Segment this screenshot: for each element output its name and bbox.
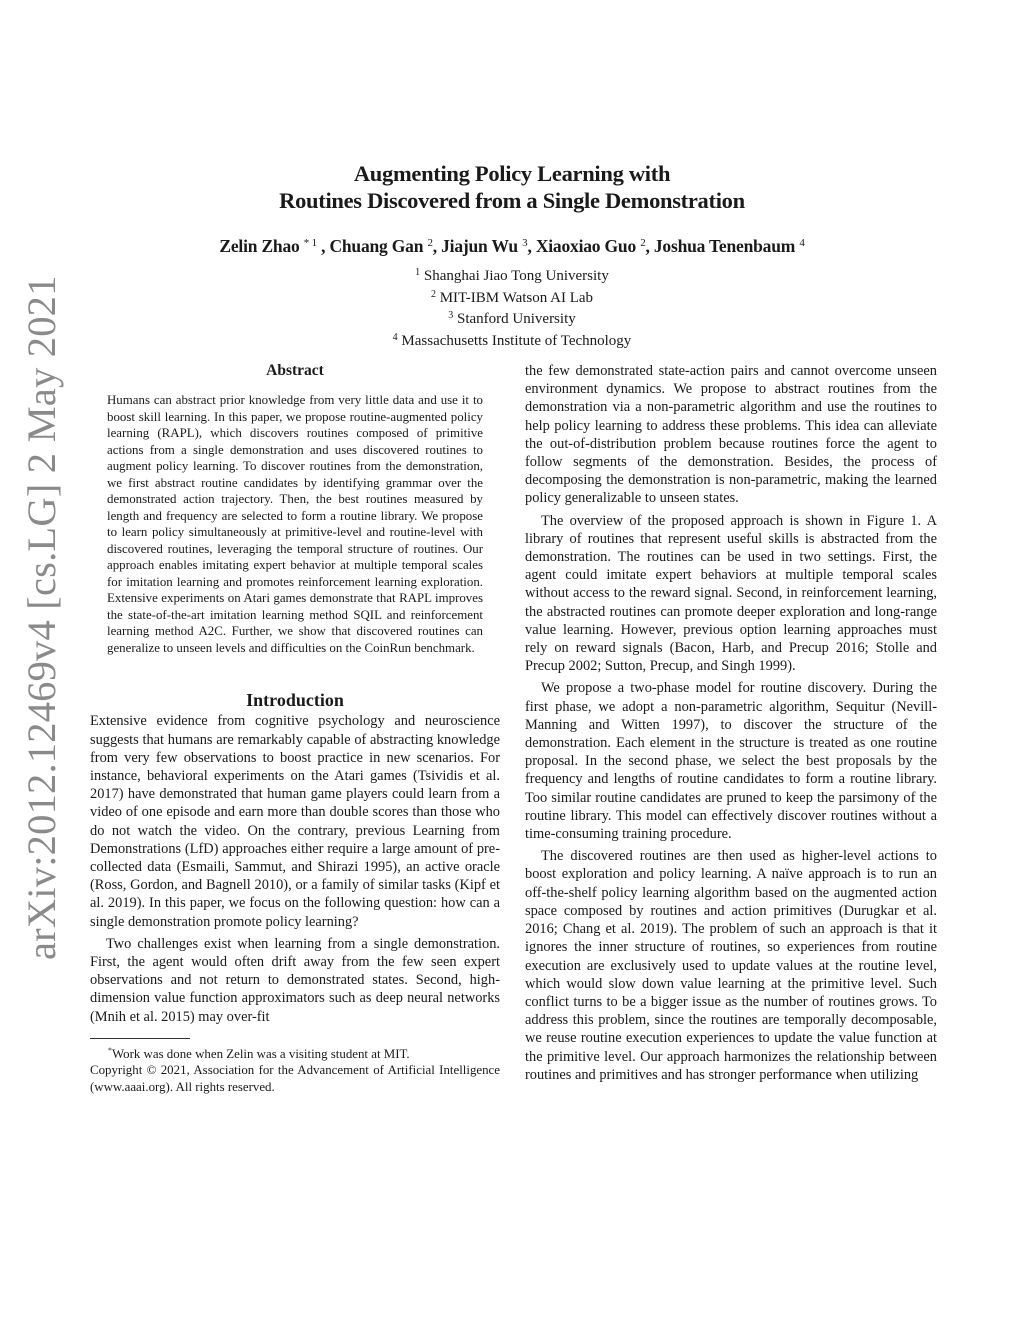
author-marks: 2 bbox=[427, 237, 433, 249]
author-name: Zelin Zhao bbox=[219, 236, 300, 256]
author-marks: 4 bbox=[799, 237, 805, 249]
abstract-text: Humans can abstract prior knowledge from very little data and use it to boost skill learning. In this paper, we propose routine-augmented policy learning (RAPL), which discovers routines composed of primitive actions from a single demonstration and uses discovered routines to augment policy learning. To discover routines from the demonstration, we first abstract routine candidates by identifying grammar over the demonstrated action trajectory. Then, the best routines measured by length and frequency are selected to form a routine library. We propose to learn policy simultaneously at primitive-level and routine-level with discovered routines, leveraging the temporal structure of routines. Our approach enables imitating expert behavior at multiple temporal scales for imitation learning and promotes reinforcement learning exploration. Extensive experiments on Atari games demonstrate that RAPL improves the state-of-the-art imitation learning method SQIL and reinforcement learning method A2C. Further, we show that discovered routines can generalize to unseen levels and difficulties on the CoinRun benchmark. bbox=[107, 393, 483, 655]
author-list: Zelin Zhao $^{* 1}$ , Chuang Gan $^2$, Jiajun Wu $^3$, Xiaoxiao Guo $^2$, Joshua Tenenbaum $^4$ bbox=[219, 236, 805, 256]
footnote-note: Work was done when Zelin was a visiting student at MIT. bbox=[112, 1046, 410, 1061]
body-paragraph: The overview of the proposed approach is shown in Figure 1. A library of routines that represent useful skills is abstracted from the demonstration. The routines can be used in two settings. First, the agent could imitate expert behaviors at multiple temporal scales without access to the reward signal. Second, in reinforcement learning, the abstracted routines can promote deeper exploration and long-range value learning. However, previous option learning approaches must rely on reward signals (Bacon, Harb, and Precup 2016; Stolle and Precup 2002; Sutton, Precup, and Singh 1999). bbox=[525, 512, 937, 675]
author-name: Jiajun Wu bbox=[441, 236, 518, 256]
body-paragraph: The discovered routines are then used as higher-level actions to boost exploration and policy learning. A naïve approach is to run an off-the-shelf policy learning algorithm based on the augmented action space composed by routines and action primitives (Durugkar et al. 2016; Chang et al. 2019). The problem of such an approach is that it ignores the inner structure of routines, so experiences from routine execution are exclusively used to update values at the routine level, which would slow down value learning at the primitive level. Such conflict turns to be a bigger issue as the number of routines grows. To address this problem, since the routines are temporally decomposable, we reuse routine execution experiences to update the value function at the primitive level. Our approach harmonizes the relationship between routines and primitives and has stronger performance when utilizing bbox=[525, 848, 937, 1083]
footnote bbox=[90, 1043, 500, 1096]
affiliation-number: 2 bbox=[430, 288, 436, 300]
body-paragraph: Extensive evidence from cognitive psychology and neuroscience suggests that humans are remarkably capable of abstracting knowledge from very few observations to boost practice in new scenarios. For instance, behavioral experiments on the Atari games (Tsividis et al. 2017) have demonstrated that human game players could learn from a video of one episode and earn more than double scores than those who do not watch the video. On the contrary, previous Learning from Demonstrations (LfD) approaches either require a large amount of pre-collected data (Esmaili, Sammut, and Shirazi 1995), an active oracle (Ross, Gordon, and Bagnell 2010), or a family of similar tasks (Kipf et al. 2019). In this paper, we focus on the following question: how can a single demonstration promote policy learning? bbox=[90, 713, 500, 930]
footnote-mark: * bbox=[108, 1045, 112, 1055]
author-marks: * 1 bbox=[303, 237, 317, 249]
affiliation-name: Shanghai Jiao Tong University bbox=[423, 268, 609, 284]
affiliation-number: 3 bbox=[448, 310, 454, 322]
abstract-heading: Abstract bbox=[266, 362, 324, 379]
affiliation bbox=[0, 307, 1024, 329]
arxiv-identifier-stamp: arXiv:2012.12469v4 [cs.LG] 2 May 2021 bbox=[19, 275, 64, 960]
body-paragraph: the few demonstrated state-action pairs and cannot overcome unseen environment dynamics. We propose to abstract routines from the demonstration via a non-parametric algorithm and use the routines to help policy learning to address these problems. This idea can alleviate the out-of-distribution problem because routines force the agent to follow segments of the demonstration. Besides, the process of decomposing the demonstration is non-parametric, making the learned policy generalizable to unseen states. bbox=[525, 363, 937, 507]
affiliation-number: 1 bbox=[415, 267, 421, 278]
body-paragraph: We propose a two-phase model for routine discovery. During the first phase, we adopt a non-parametric algorithm, Sequitur (Nevill-Manning and Witten 1997), to discover the structure of the demonstration. Each element in the structure is treated as one routine proposal. In the second phase, we select the best proposals by the frequency and lengths of routine candidates to form a routine library. Too similar routine candidates are pruned to keep the parsimony of the routine library. This model can effectively discover routines without a time-consuming training procedure. bbox=[525, 680, 937, 843]
title-line-1: Augmenting Policy Learning with bbox=[353, 161, 671, 186]
author-name: Chuang Gan bbox=[329, 236, 424, 256]
affiliation-name: MIT-IBM Watson AI Lab bbox=[439, 289, 594, 306]
affiliation bbox=[0, 286, 1024, 308]
body-paragraph: Two challenges exist when learning from a single demonstration. First, the agent would often drift away from the few seen expert observations and not return to demonstrated states. Second, high-dimension value function approximators such as deep neural networks (Mnih et al. 2015) may over-fit bbox=[90, 935, 500, 1025]
affiliation-name: Stanford University bbox=[457, 311, 576, 328]
affiliation bbox=[0, 329, 1024, 351]
left-column bbox=[90, 362, 500, 1095]
footnote-divider bbox=[90, 1038, 190, 1039]
affiliation bbox=[0, 264, 1024, 286]
author-marks: 2 bbox=[640, 237, 646, 249]
right-column bbox=[525, 362, 937, 1084]
author-name: Joshua Tenenbaum bbox=[653, 236, 796, 256]
author-marks: 3 bbox=[522, 237, 528, 249]
affiliation-number: 4 bbox=[392, 331, 398, 343]
title-line-2: Routines Discovered from a Single Demonstration bbox=[279, 188, 745, 213]
introduction-heading: Introduction bbox=[246, 690, 344, 711]
affiliation-name: Massachusetts Institute of Technology bbox=[401, 332, 632, 349]
affiliation-list bbox=[0, 264, 1024, 350]
author-name: Xiaoxiao Guo bbox=[535, 236, 637, 256]
copyright-notice: Copyright © 2021, Association for the Advancement of Artificial Intelligence (www.aaai.org). All rights reserved. bbox=[90, 1063, 500, 1094]
paper-title bbox=[0, 160, 1024, 214]
